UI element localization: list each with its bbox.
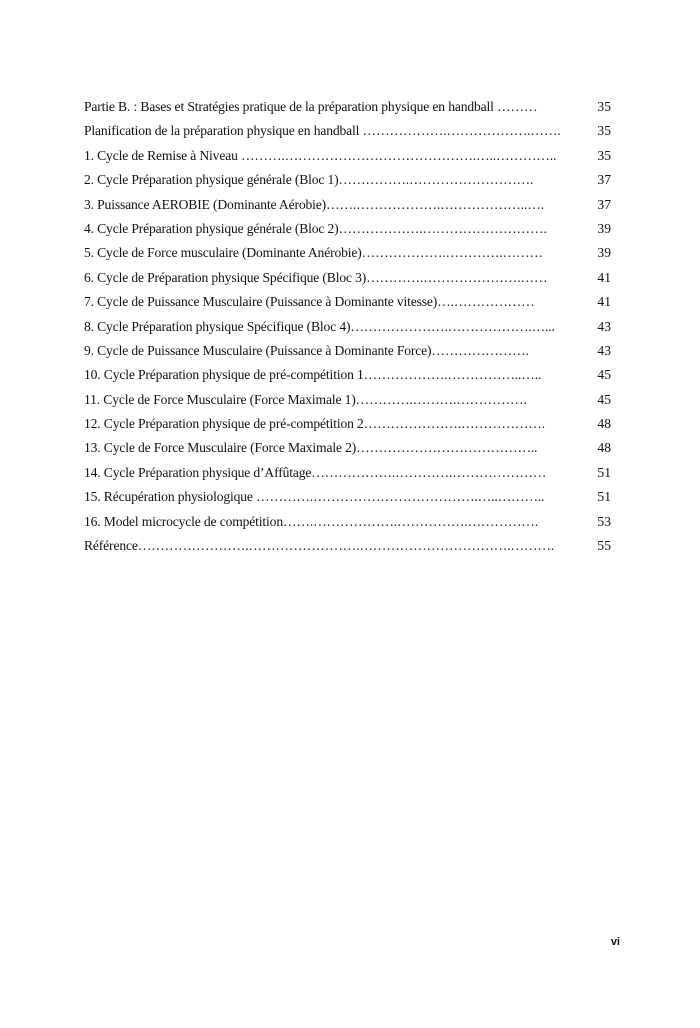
toc-entry-page: 45 [597,367,611,383]
page-number: vi [610,936,620,948]
toc-entry-page: 55 [597,538,611,554]
toc-entry [84,193,611,217]
toc-entry-page: 51 [597,489,611,505]
toc-entry-title: 12. Cycle Préparation physique de pré-compétition 2………………….………………. [84,416,545,432]
toc-entry-title: 11. Cycle de Force Musculaire (Force Maximale 1)………….……….……………. [84,391,527,407]
toc-entry-page: 39 [597,245,611,261]
toc-entry [84,217,611,241]
toc-entry [84,461,611,485]
toc-entry-title: 10. Cycle Préparation physique de pré-compétition 1……………….……………..….. [84,367,542,383]
toc-entry [84,363,611,387]
toc-entry-title: 14. Cycle Préparation physique d’Affûtage……………….………….………………… [84,464,547,480]
toc-entry-title: 5. Cycle de Force musculaire (Dominante Anérobie)……………….………….……… [84,245,543,261]
toc-entry [84,485,611,509]
toc-entry-title: 16. Model microcycle de compétition…….……………….…………….……………. [84,513,538,529]
toc-entry-page: 37 [597,172,611,188]
toc-entry-title: 3. Puissance AEROBIE (Dominante Aérobie)…….……………….………………..…. [84,196,544,212]
toc-entry-page: 35 [597,123,611,139]
toc-entry [84,436,611,460]
toc-entry-page: 48 [597,416,611,432]
toc-entry-title: 2. Cycle Préparation physique générale (Bloc 1)…………….………………………. [84,172,534,188]
toc-entry-page: 43 [597,342,611,358]
toc-entry-page: 41 [597,269,611,285]
toc-entry-page: 45 [597,391,611,407]
toc-entry-title: 13. Cycle de Force Musculaire (Force Maximale 2)………………………………….. [84,440,538,456]
toc-entry-page: 41 [597,294,611,310]
toc-entry-page: 53 [597,513,611,529]
toc-entry-page: 35 [597,147,611,163]
toc-entry-title: 1. Cycle de Remise à Niveau ……….…………………………………….…..………….. [84,147,557,163]
toc-entry-title: 7. Cycle de Puissance Musculaire (Puissance à Dominante vitesse)….……………… [84,294,535,310]
toc-entry-page: 35 [597,99,611,114]
toc-entry [84,510,611,534]
toc-entry [84,534,611,558]
toc-entry [84,315,611,339]
toc-entry [84,119,611,143]
toc-entry [84,290,611,314]
toc-entry-page: 43 [597,318,611,334]
toc-entry-title: 15. Récupération physiologique ………….……………………………….…..……….. [84,489,545,505]
toc-entry-title: 8. Cycle Préparation physique Spécifique (Bloc 4)………………….……………….…... [84,318,555,334]
toc-entry-page: 37 [597,196,611,212]
toc-entry-page: 48 [597,440,611,456]
toc-entry-title: 6. Cycle de Préparation physique Spécifique (Bloc 3)………….………………….…… [84,269,548,285]
toc-entry-title: 4. Cycle Préparation physique générale (Bloc 2)……………….………………………. [84,220,547,236]
toc-entry [84,412,611,436]
toc-entry [84,95,611,119]
toc-entry [84,339,611,363]
table-of-contents [84,95,611,558]
toc-entry-title: Planification de la préparation physique en handball ……………….……………….……. [84,123,561,139]
toc-entry [84,168,611,192]
toc-entry [84,241,611,265]
toc-entry [84,266,611,290]
toc-entry-title: 9. Cycle de Puissance Musculaire (Puissance à Dominante Force)…………………. [84,342,529,358]
toc-entry-title: Référence…………………….…………………….…………………………….………. [84,538,555,554]
toc-entry-page: 39 [597,220,611,236]
toc-entry-title: Partie B. : Bases et Stratégies pratique de la préparation physique en handball ……… [84,99,538,114]
toc-entry [84,144,611,168]
toc-entry-page: 51 [597,464,611,480]
toc-entry [84,388,611,412]
